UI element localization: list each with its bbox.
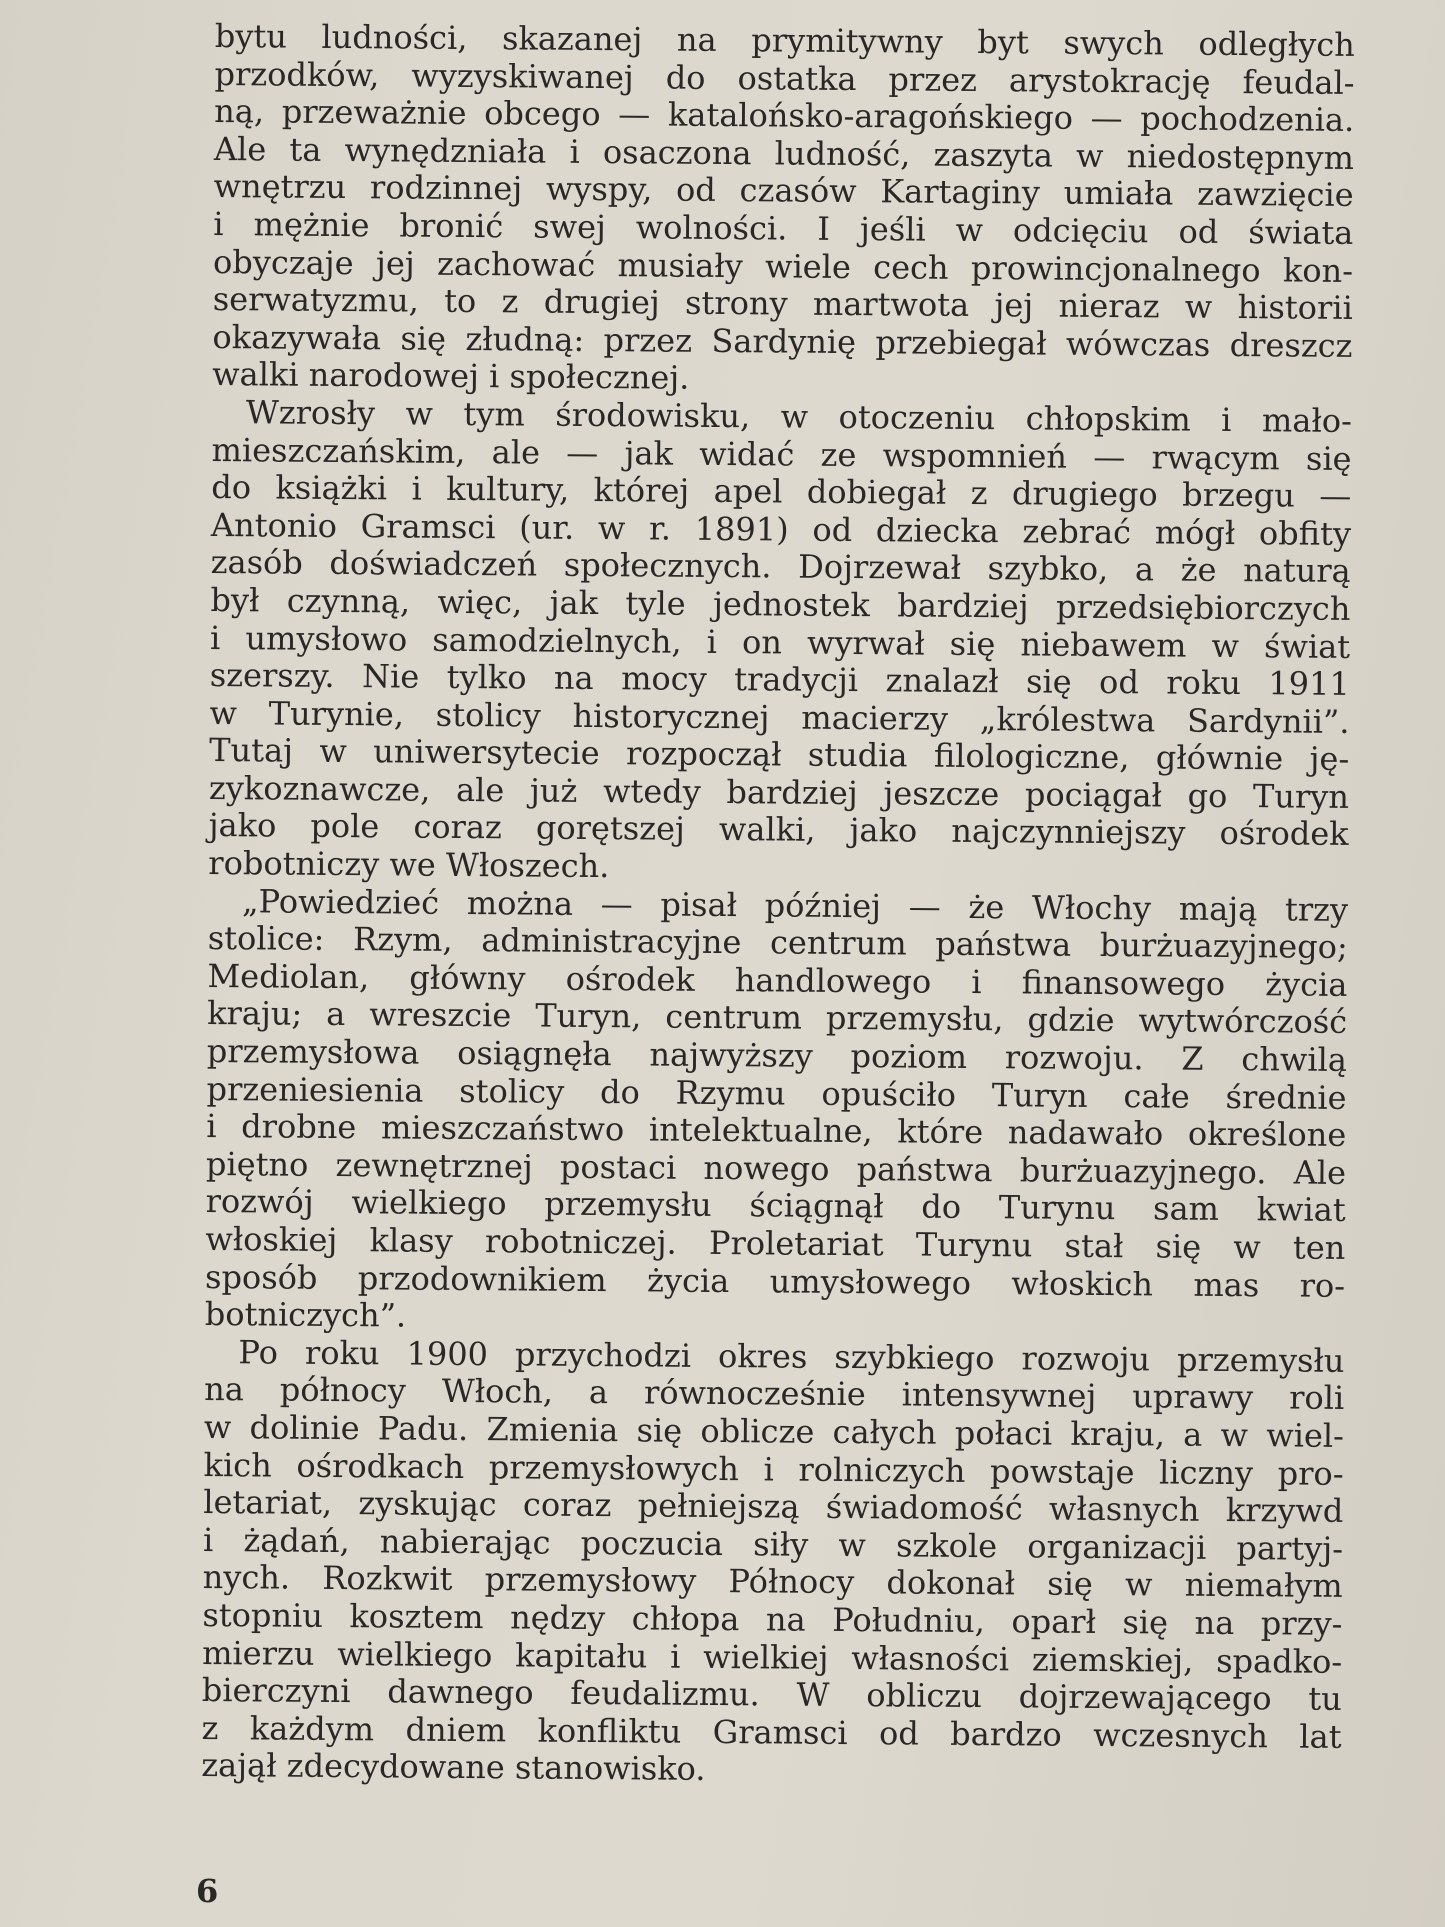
- text-line: kich ośrodkach przemysłowych i rolniczych powstaje liczny pro-: [203, 1445, 1344, 1493]
- page-number: 6: [196, 1872, 219, 1910]
- body-text: [201, 18, 1355, 1794]
- text-line: Tutaj w uniwersytecie rozpoczął studia filologiczne, głównie ję-: [209, 731, 1350, 779]
- text-line: wnętrzu rodzinnej wyspy, od czasów Kartaginy umiała zawzięcie: [213, 167, 1354, 215]
- text-line: był czynną, więc, jak tyle jednostek bardziej przedsiębiorczych: [210, 580, 1351, 628]
- text-line: bierczyni dawnego feudalizmu. W obliczu dojrzewającego tu: [201, 1671, 1342, 1719]
- text-line: letariat, zyskując coraz pełniejszą świadomość własnych krzywd: [203, 1483, 1344, 1531]
- text-line: w Turynie, stolicy historycznej macierzy „królestwa Sardynii”.: [209, 693, 1350, 741]
- text-line: i drobne mieszczaństwo intelektualne, które nadawało określone: [206, 1107, 1347, 1155]
- text-line: stolice: Rzym, administracyjne centrum państwa burżuazyjnego;: [207, 919, 1348, 967]
- text-line: nych. Rozkwit przemysłowy Północy dokonał się w niemałym: [202, 1558, 1343, 1606]
- text-line: do książki i kultury, której apel dobiegał z drugiego brzegu —: [211, 468, 1352, 516]
- text-line: zajął zdecydowane stanowisko.: [201, 1746, 706, 1789]
- text-line: Antonio Gramsci (ur. w r. 1891) od dziecka zebrać mógł obfity: [210, 505, 1352, 553]
- text-line: rozwój wielkiego przemysłu ściągnął do Turynu sam kwiat: [205, 1182, 1346, 1230]
- text-line: walki narodowej i społecznej.: [212, 355, 690, 398]
- text-line: sposób przodownikiem życia umysłowego włoskich mas ro-: [204, 1257, 1346, 1305]
- text-line: przemysłowa osiągnęła najwyższy poziom rozwoju. Z chwilą: [206, 1032, 1348, 1079]
- text-line: Mediolan, główny ośrodek handlowego i finansowego życia: [207, 956, 1348, 1004]
- text-line: przodków, wyzyskiwanej do ostatka przez arystokrację feudal-: [214, 54, 1355, 102]
- text-line: i mężnie bronić swej wolności. I jeśli w odcięciu od świata: [213, 204, 1354, 252]
- text-line: piętno zewnętrznej postaci nowego państwa burżuazyjnego. Ale: [205, 1144, 1347, 1192]
- text-line: i umysłowo samodzielnych, i on wyrwał się niebawem w świat: [209, 618, 1351, 666]
- text-line: bytu ludności, skazanej na prymitywny byt swych odległych: [214, 17, 1355, 64]
- text-line: mieszczańskim, ale — jak widać ze wspomnień — rwącym się: [211, 430, 1352, 478]
- text-line: okazywała się złudną: przez Sardynię przebiegał wówczas dreszcz: [212, 317, 1353, 365]
- text-line: i żądań, nabierając poczucia siły w szkole organizacji partyj-: [202, 1520, 1344, 1568]
- text-line: przeniesienia stolicy do Rzymu opuściło Turyn całe średnie: [206, 1069, 1347, 1117]
- text-line: „Powiedzieć można — pisał później — że Włochy mają trzy: [241, 881, 1349, 929]
- text-line: włoskiej klasy robotniczej. Proletariat Turynu stał się w ten: [205, 1219, 1346, 1267]
- text-line: z każdym dniem konfliktu Gramsci od bardzo wczesnych lat: [201, 1708, 1342, 1756]
- text-line: serwatyzmu, to z drugiej strony martwota jej nieraz w historii: [212, 280, 1353, 328]
- text-line: na północy Włoch, a równocześnie intensywnej uprawy roli: [204, 1370, 1345, 1418]
- text-line: zykoznawcze, ale już wtedy bardziej jeszcze pociągał go Turyn: [208, 768, 1350, 816]
- text-line: kraju; a wreszcie Turyn, centrum przemysłu, gdzie wytwórczość: [207, 994, 1348, 1042]
- text-line: Wzrosły w tym środowisku, w otoczeniu chłopskim i mało-: [245, 393, 1353, 440]
- text-line: jako pole coraz gorętszej walki, jako najczynniejszy ośrodek: [208, 806, 1349, 854]
- text-line: szerszy. Nie tylko na mocy tradycji znalazł się od roku 1911: [209, 656, 1350, 704]
- text-line: Ale ta wynędzniała i osaczona ludność, zaszyta w niedostępnym: [213, 129, 1355, 177]
- text-line: stopniu kosztem nędzy chłopa na Południu, oparł się na przy-: [202, 1595, 1343, 1643]
- text-line: Po roku 1900 przychodzi okres szybkiego rozwoju przemysłu: [238, 1333, 1345, 1380]
- text-line: robotniczy we Włoszech.: [208, 844, 610, 886]
- text-line: ną, przeważnie obcego — katalońsko-aragońskiego — pochodzenia.: [214, 92, 1355, 140]
- text-line: zasób doświadczeń społecznych. Dojrzewał szybko, a że naturą: [210, 543, 1351, 591]
- text-line: obyczaje jej zachować musiały wiele cech prowincjonalnego kon-: [212, 242, 1354, 290]
- text-line: w dolinie Padu. Zmienia się oblicze całych połaci kraju, a w wiel-: [203, 1407, 1345, 1455]
- text-line: botniczych”.: [204, 1295, 407, 1335]
- text-line: mierzu wielkiego kapitału i wielkiej własności ziemskiej, spadko-: [202, 1633, 1343, 1681]
